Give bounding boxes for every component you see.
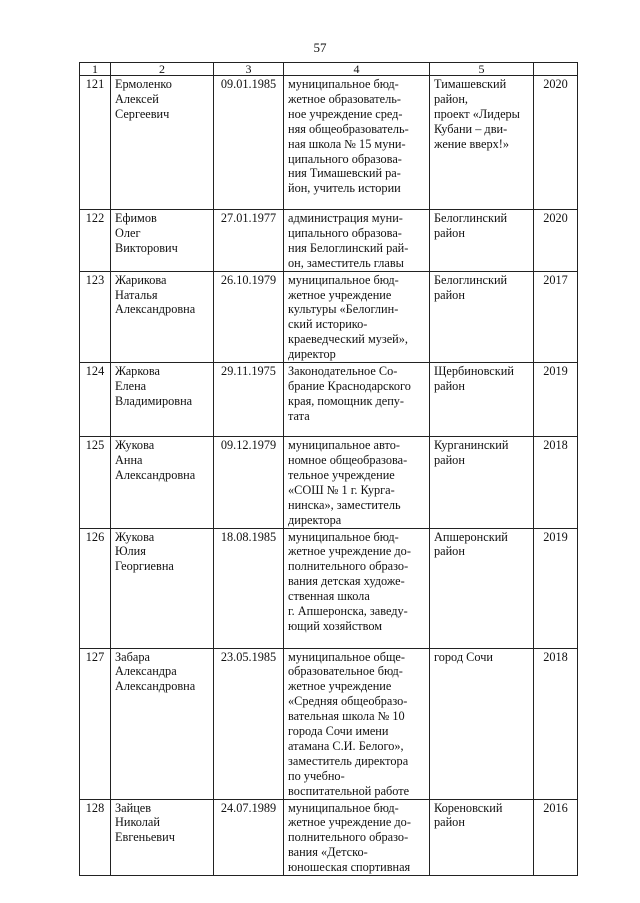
person-name-part: Сергеевич [115,106,170,121]
organization-position: муниципальное бюд- жетное учреждение до- полнительного образо- вания «Детско- юношеская спортивная [284,799,430,876]
year: 2020 [534,76,578,210]
person-name-part: Александровна [115,302,196,317]
person-name [111,648,214,799]
person-name-part: Ефимов [115,211,157,225]
birth-date: 18.08.1985 [214,528,284,648]
organization-position: администрация муни- ципального образова- ния Белоглинский рай- он, заместитель главы [284,210,430,272]
organization-position: муниципальное бюд- жетное учреждение культуры «Белоглин- ский историко- краеведческий музей», директор [284,271,430,362]
person-name-part: Анна [115,452,143,467]
table-row [80,799,578,876]
organization-position: Законодательное Со- брание Краснодарского края, помощник депу- тата [284,363,430,437]
year: 2018 [534,437,578,528]
person-name-part: Жукова [115,529,155,544]
person-name-part: Алексей [115,91,159,106]
area: Белоглинский район [430,271,534,362]
person-name-part: Наталья [115,287,158,302]
birth-date: 29.11.1975 [214,363,284,437]
person-name [111,210,214,272]
column-header-name: 2 [111,63,214,76]
row-number: 122 [80,210,111,272]
person-name-part: Елена [115,378,147,393]
area: Белоглинский район [430,210,534,272]
year: 2019 [534,528,578,648]
row-number: 124 [80,363,111,437]
organization-position: муниципальное обще- образовательное бюд- жетное учреждение «Средняя общеобразо- вательная школа № 10 города Сочи имени атамана С.И. Белого», заместитель директора по учебно- воспитательной работе [284,648,430,799]
personnel-table [79,62,578,876]
person-name-part: Александровна [115,679,196,694]
row-number: 128 [80,799,111,876]
column-header-org: 4 [284,63,430,76]
area: Апшеронский район [430,528,534,648]
year: 2016 [534,799,578,876]
organization-position: муниципальное бюд- жетное образователь- ное учреждение сред- няя общеобразователь- ная школа № 15 муни- ципального образова- ния Тимашевский ра- йон, учитель истории [284,76,430,210]
column-header-year [534,63,578,76]
person-name [111,363,214,437]
row-number: 126 [80,528,111,648]
person-name-part: Зайцев [115,800,152,815]
column-header-num: 1 [80,63,111,76]
person-name [111,271,214,362]
person-name [111,528,214,648]
person-name-part: Жукова [115,438,155,453]
person-name-part: Юлия [115,544,146,559]
person-name-part: Георгиевна [115,559,174,574]
person-name-part: Александра [115,664,177,679]
table-row [80,437,578,528]
organization-position: муниципальное бюд- жетное учреждение до- полнительного образо- вания детская художе- ственная школа г. Апшеронска, заведу- ющий хозяйством [284,528,430,648]
row-number: 125 [80,437,111,528]
birth-date: 24.07.1989 [214,799,284,876]
person-name-part: Владимировна [115,393,193,408]
column-header-area: 5 [430,63,534,76]
area: Тимашевский район, проект «Лидеры Кубани – дви- жение вверх!» [430,76,534,210]
table-row [80,76,578,210]
area: город Сочи [430,648,534,799]
birth-date: 27.01.1977 [214,210,284,272]
birth-date: 09.12.1979 [214,437,284,528]
person-name-part: Евгеньевич [115,830,175,845]
area: Кореновский район [430,799,534,876]
page-number: 57 [313,40,327,55]
birth-date: 23.05.1985 [214,648,284,799]
birth-date: 26.10.1979 [214,271,284,362]
table-row [80,271,578,362]
person-name-part: Жаркова [115,364,160,379]
column-header-row [80,63,578,76]
person-name-part: Николай [115,815,160,830]
table-row [80,528,578,648]
year: 2019 [534,363,578,437]
birth-date: 09.01.1985 [214,76,284,210]
person-name-part: Олег [115,225,141,240]
table-row [80,648,578,799]
person-name [111,76,214,210]
person-name-part: Викторович [115,240,178,255]
area: Курганинский район [430,437,534,528]
organization-position: муниципальное авто- номное общеобразова- тельное учреждение «СОШ № 1 г. Курга- нинска», заместитель директора [284,437,430,528]
year: 2017 [534,271,578,362]
person-name [111,437,214,528]
year: 2018 [534,648,578,799]
person-name [111,799,214,876]
person-name-part: Жарикова [115,272,167,287]
area: Щербиновский район [430,363,534,437]
row-number: 121 [80,76,111,210]
person-name-part: Александровна [115,467,196,482]
year: 2020 [534,210,578,272]
person-name-part: Ермоленко [115,77,172,91]
row-number: 127 [80,648,111,799]
table-row [80,210,578,272]
table-row [80,363,578,437]
column-header-date: 3 [214,63,284,76]
row-number: 123 [80,271,111,362]
person-name-part: Забара [115,649,150,664]
